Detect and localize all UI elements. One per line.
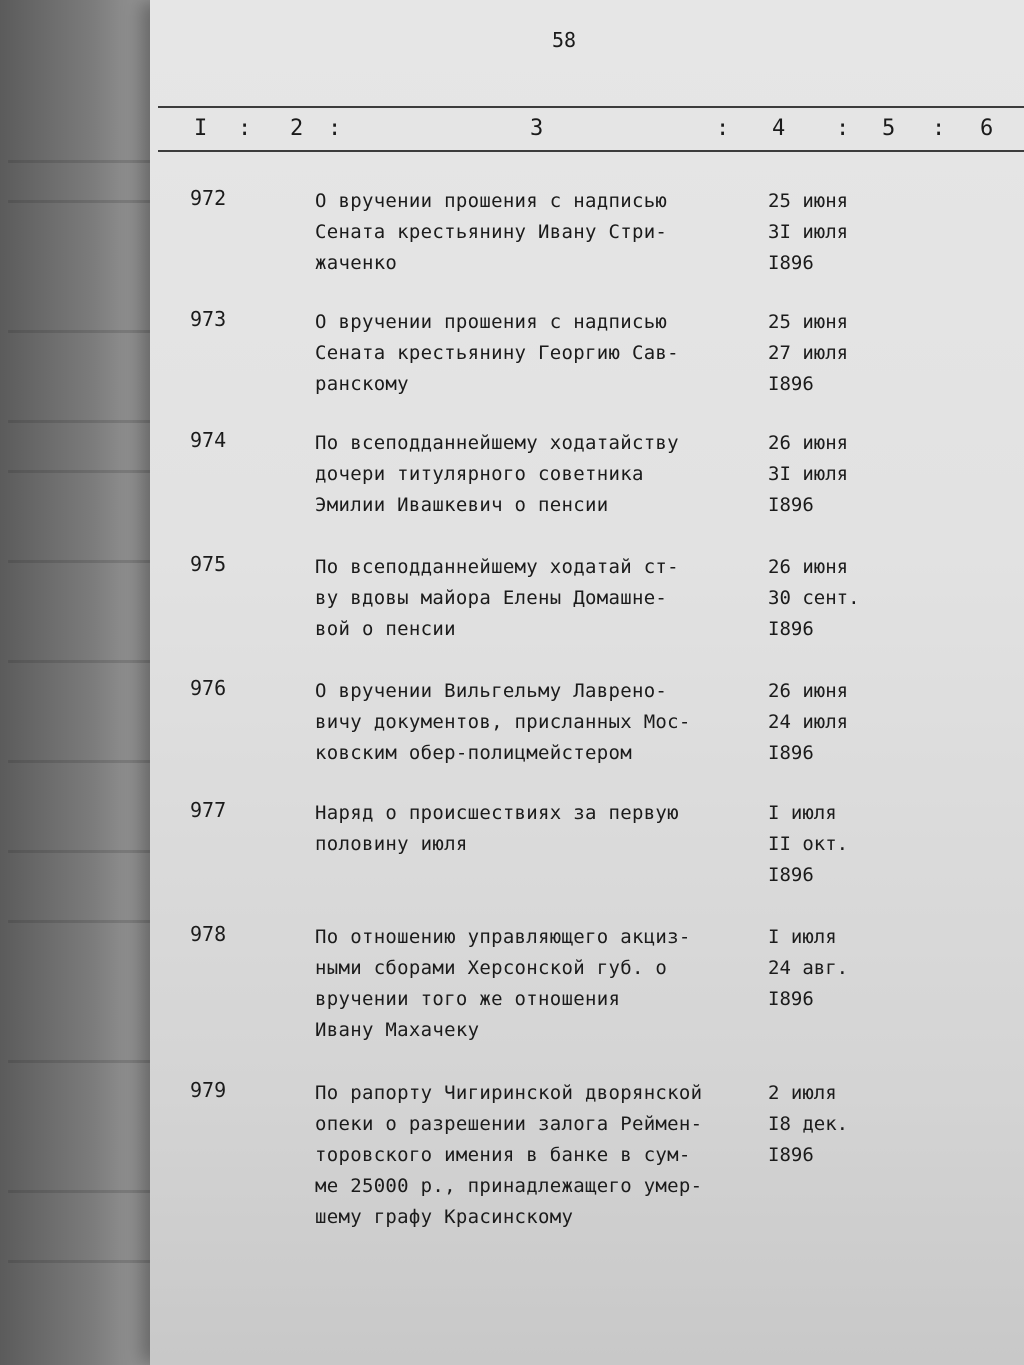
description-line: ными сборами Херсонской губ. о — [315, 957, 668, 979]
entry-description — [315, 552, 755, 645]
column-separator: : — [238, 116, 252, 141]
entry-description — [315, 798, 755, 860]
description-line: вичу документов, присланных Мос- — [315, 711, 691, 733]
entry-number: 979 — [190, 1078, 227, 1102]
description-line: О вручении Вильгельму Лавренo- — [315, 680, 668, 702]
previous-page-edge — [0, 0, 170, 1365]
column-separator: : — [932, 116, 946, 141]
column-header-4: 4 — [772, 116, 786, 141]
entry-number: 976 — [190, 676, 227, 700]
entry-number: 974 — [190, 428, 227, 452]
description-line: вой о пенсии — [315, 618, 456, 640]
end-date: 27 июля — [768, 342, 849, 364]
description-line: ковским обер-полицмейстером — [315, 742, 632, 764]
entry-dates — [768, 1078, 848, 1171]
description-line: Наряд о происшествиях за первую — [315, 802, 679, 824]
column-separator: : — [716, 116, 730, 141]
end-date: 3I июля — [768, 221, 849, 243]
end-date: II окт. — [768, 833, 849, 855]
description-line: Сената крестьянину Георгию Сав- — [315, 342, 679, 364]
column-header-1: I — [194, 116, 208, 141]
entry-description — [315, 186, 755, 279]
entry-description — [315, 1078, 755, 1233]
end-date: I8 дек. — [768, 1113, 849, 1135]
entry-description — [315, 922, 755, 1046]
year: I896 — [768, 1144, 814, 1166]
end-date: 24 авг. — [768, 957, 849, 979]
year: I896 — [768, 618, 814, 640]
year: I896 — [768, 742, 814, 764]
year: I896 — [768, 252, 814, 274]
entry-dates — [768, 307, 848, 400]
column-separator: : — [836, 116, 850, 141]
column-header-2: 2 — [290, 116, 304, 141]
year: I896 — [768, 988, 814, 1010]
end-date: 3I июля — [768, 463, 849, 485]
description-line: торовского имения в банке в сум- — [315, 1144, 691, 1166]
entry-dates — [768, 676, 848, 769]
description-line: О вручении прошения с надписью — [315, 311, 668, 333]
column-header-5: 5 — [882, 116, 896, 141]
start-date: I июля — [768, 926, 837, 948]
description-line: вручении того же отношения — [315, 988, 621, 1010]
column-separator: : — [328, 116, 342, 141]
document-page — [150, 0, 1024, 1365]
entry-dates — [768, 428, 848, 521]
description-line: половину июля — [315, 833, 468, 855]
start-date: 2 июля — [768, 1082, 837, 1104]
entry-dates — [768, 798, 848, 891]
description-line: Ивану Махачеку — [315, 1019, 480, 1041]
start-date: 26 июня — [768, 680, 849, 702]
year: I896 — [768, 864, 814, 886]
entry-number: 978 — [190, 922, 227, 946]
start-date: 26 июня — [768, 556, 849, 578]
entry-number: 972 — [190, 186, 227, 210]
year: I896 — [768, 373, 814, 395]
end-date: 24 июля — [768, 711, 849, 733]
description-line: По отношению управляющего акциз- — [315, 926, 691, 948]
entry-number: 977 — [190, 798, 227, 822]
header-rule-top — [158, 106, 1024, 108]
end-date: 30 сент. — [768, 587, 860, 609]
entry-dates — [768, 922, 848, 1015]
description-line: шему графу Красинскому — [315, 1206, 574, 1228]
description-line: опеки о разрешении залога Реймен- — [315, 1113, 703, 1135]
entry-number: 975 — [190, 552, 227, 576]
description-line: ме 25000 р., принадлежащего умер- — [315, 1175, 703, 1197]
entry-dates — [768, 552, 860, 645]
entry-number: 973 — [190, 307, 227, 331]
start-date: 25 июня — [768, 190, 849, 212]
start-date: 25 июня — [768, 311, 849, 333]
description-line: Эмилии Ивашкевич о пенсии — [315, 494, 609, 516]
description-line: ранскому — [315, 373, 409, 395]
description-line: дочери титулярного советника — [315, 463, 644, 485]
page-number: 58 — [552, 28, 577, 52]
column-header-6: 6 — [980, 116, 994, 141]
description-line: По всеподданнейшему ходатайству — [315, 432, 679, 454]
description-line: Сената крестьянину Ивану Стри- — [315, 221, 668, 243]
description-line: О вручении прошения с надписью — [315, 190, 668, 212]
description-line: По рапорту Чигиринской дворянской — [315, 1082, 703, 1104]
start-date: I июля — [768, 802, 837, 824]
year: I896 — [768, 494, 814, 516]
description-line: По всеподданнейшему ходатай ст- — [315, 556, 679, 578]
start-date: 26 июня — [768, 432, 849, 454]
header-rule-bottom — [158, 150, 1024, 152]
entry-description — [315, 428, 755, 521]
entry-dates — [768, 186, 848, 279]
entry-description — [315, 676, 755, 769]
description-line: жаченко — [315, 252, 398, 274]
column-header-3: 3 — [530, 116, 544, 141]
entry-description — [315, 307, 755, 400]
description-line: ву вдовы майора Елены Домашне- — [315, 587, 668, 609]
